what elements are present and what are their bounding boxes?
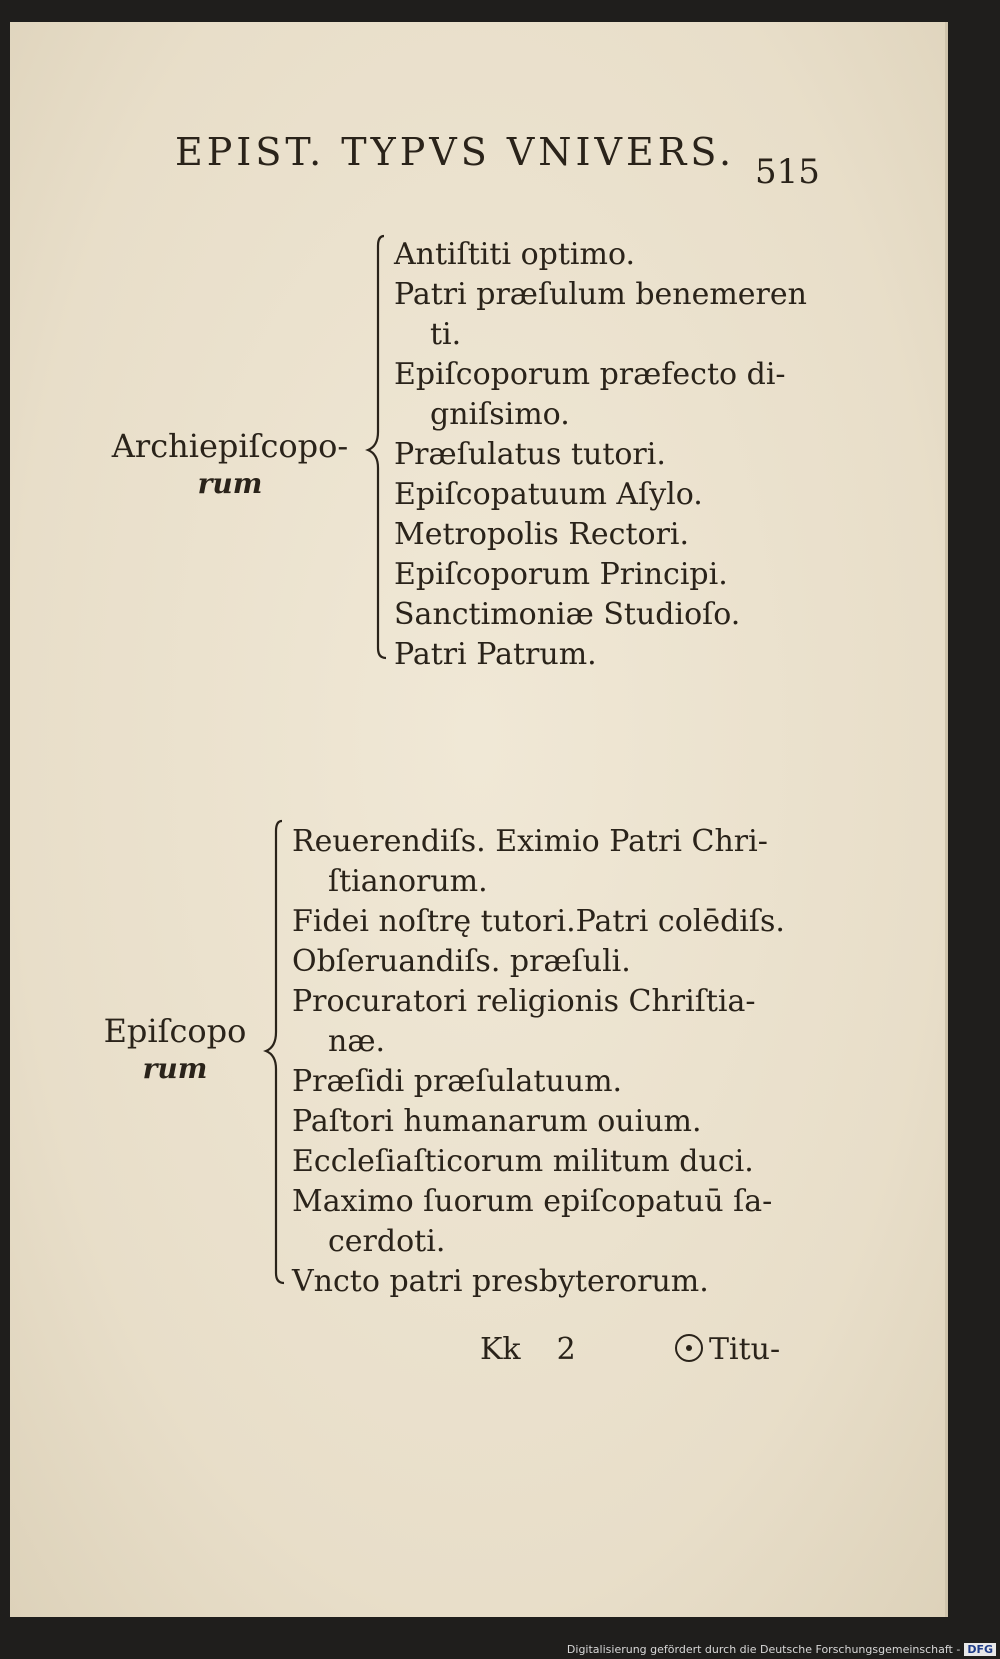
list-item: Præſulatus tutori. [394, 437, 666, 472]
list-item: Paſtori humanarum ouium. [292, 1104, 702, 1139]
list-item: Eccleſiaſticorum militum duci. [292, 1144, 754, 1179]
curly-brace [360, 232, 390, 662]
list-item: Sanctimoniæ Studioſo. [394, 597, 741, 632]
list-item: Reuerendiſs. Eximio Patri Chri- ſtianorum. [292, 824, 768, 899]
signature-letters: Kk [480, 1332, 521, 1367]
title-list [292, 822, 785, 1302]
list-item: Epiſcoporum præfecto di- gniſsimo. [394, 357, 786, 432]
group-label-line1: Epiſcopo [103, 1012, 247, 1050]
group-label [100, 427, 360, 503]
credit-text: Digitalisierung gefördert durch die Deutsche Forschungsgemeinschaft - [566, 1643, 961, 1656]
catchword-text: Titu- [709, 1332, 781, 1367]
list-item: Epiſcopatuum Aſylo. [394, 477, 703, 512]
group-label [90, 1012, 260, 1088]
signature-mark [480, 1332, 576, 1367]
list-item: Patri præſulum benemeren ti. [394, 277, 807, 352]
book-page [10, 22, 948, 1617]
list-item: Epiſcoporum Principi. [394, 557, 728, 592]
title-list [394, 235, 807, 675]
page-number: 515 [755, 152, 820, 192]
dfg-logo: DFG [964, 1643, 996, 1656]
digitization-credit [0, 1643, 1000, 1656]
list-item: Metropolis Rectori. [394, 517, 690, 552]
list-item: Obſeruandiſs. præſuli. [292, 944, 631, 979]
list-item: Maximo ſuorum epiſcopatuū ſa- cerdoti. [292, 1184, 773, 1259]
list-item: Vncto patri presbyterorum. [292, 1264, 709, 1299]
list-item: Præſidi præſulatuum. [292, 1064, 623, 1099]
group-label-line1: Archiepiſcopo- [111, 427, 349, 465]
signature-number: 2 [556, 1332, 576, 1367]
list-item: Antiſtiti optimo. [394, 237, 636, 272]
group-label-line2: rum [142, 1052, 208, 1085]
catchword [675, 1332, 780, 1367]
group-label-line2: rum [197, 467, 263, 500]
circle-dot-icon [675, 1334, 703, 1362]
list-item: Fidei noſtrę tutori.Patri colēdiſs. [292, 904, 785, 939]
curly-brace [258, 817, 288, 1287]
running-head: EPIST. TYPVS VNIVERS. [175, 130, 736, 174]
list-item: Patri Patrum. [394, 637, 597, 672]
list-item: Procuratori religionis Chriſtia- næ. [292, 984, 756, 1059]
